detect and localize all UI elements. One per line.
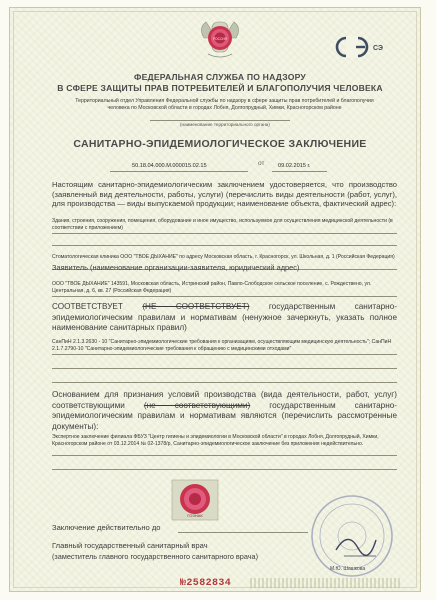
agency-line-1: ФЕДЕРАЛЬНАЯ СЛУЖБА ПО НАДЗОРУ	[134, 72, 306, 82]
issuer-line-1: Территориальный отдел Управления Федеральной службы по надзору в сфере защиты прав потребителей и благополучия	[75, 98, 374, 104]
applicant-object: Стоматологическая клиника ООО "ТВОЕ ДЫХАНИЕ" по адресу Московская область, г. Красногорск, ул. Школьная, д. 1 (Российская Федерация)	[52, 254, 395, 260]
applicant-address: ООО "ТВОЕ ДЫХАНИЕ" 143591, Московская область, Истринский район, Павло-Слободское сельское поселение, с. Рождествено, ул. Центральная, д. 6, кв. 27 (Российская Федерация)	[52, 281, 372, 294]
signature-name: М.Ю. Шашкова	[330, 566, 366, 572]
hologram-stamp-icon	[170, 478, 220, 522]
issuer-caption: (наименование территориального органа)	[180, 122, 270, 127]
conformity-instruction: (ненужное зачеркнуть, указать полное наименование санитарных правил)	[52, 312, 397, 332]
validity-label: Заключение действительно до	[52, 523, 161, 532]
stamp-text: ГОЗНАК	[187, 513, 203, 518]
issuer-name	[52, 98, 397, 112]
conformity-statement	[52, 302, 397, 334]
validity-underline	[178, 532, 308, 533]
issue-date: 09.02.2015 г.	[278, 163, 311, 169]
date-label: от	[258, 160, 265, 167]
emblem-seal-text: РОССИЯ	[213, 37, 227, 41]
basis-text-2: государственным санитарно-эпидемиологическим правилам и нормативам являются (перечислить рассмотренные документы):	[52, 400, 397, 431]
se-logo-icon	[334, 36, 392, 58]
conformity-rules-text: государственным санитарно-эпидемиологическим правилам и нормативам	[52, 302, 397, 322]
serial-number: №2582834	[180, 578, 232, 589]
basis-statement	[52, 390, 397, 432]
agency-line-2: В СФЕРЕ ЗАЩИТЫ ПРАВ ПОТРЕБИТЕЛЕЙ И БЛАГОПОЛУЧИЯ ЧЕЛОВЕКА	[57, 83, 383, 93]
basis-struck-text: (не соответствующими)	[143, 400, 251, 410]
number-underline	[110, 171, 248, 172]
intro-paragraph: Настоящим санитарно-эпидемиологическим заключением удостоверяется, что производство (заявленный вид деятельности, работы, услуги) (перечислить виды деятельности (работ, услуг), для производства — виды выпускаемой продукции; наименование объекта, фактический адрес):	[52, 180, 397, 208]
issuer-underline	[150, 120, 290, 121]
registration-number: 50.18.04.000.М.000015.02.15	[132, 163, 207, 169]
agency-name	[40, 72, 400, 94]
brand-logo-text: СЭ	[373, 45, 383, 52]
applicant-label: Заявитель (наименование организации-заявителя, юридический адрес)	[52, 263, 300, 272]
date-underline	[272, 171, 327, 172]
expert-conclusion: Экспертное заключение филиала ФБУЗ "Центр гигиены и эпидемиологии в Московской области" в городах Лобня, Долгопрудный, Химки, Красногорском районе от 03.12.2014 № 02-1378/р, Санитарно-эпидемиологическое заключение без приложения недействительно.	[52, 434, 379, 447]
sanpin-references: СанПиН 2.1.3.2630 - 10 "Санитарно-эпидемиологические требования к организациям, осуществляющим медицинскую деятельность"; СанПиН 2.1.7.2790-10 "Санитарно-эпидемиологические требования к обращению с медицинскими отходами"	[52, 339, 392, 352]
not-conforms-text: (НЕ СООТВЕТСТВУЕТ)	[142, 302, 250, 311]
basis-text: Основанием для признания условий производства (вида деятельности, работ, услуг) соответствующими	[52, 390, 397, 410]
coat-of-arms-emblem	[194, 18, 246, 62]
object-description: Здания, строения, сооружения, помещения, оборудование и иное имущество, используемое для осуществления медицинской деятельности (в соответствии с приложением)	[52, 218, 393, 231]
bottom-ornament	[250, 578, 400, 588]
signer-deputy-title: (заместитель главного государственного санитарного врача)	[52, 552, 259, 561]
conforms-text: СООТВЕТСТВУЕТ	[52, 302, 123, 311]
document-title: САНИТАРНО-ЭПИДЕМИОЛОГИЧЕСКОЕ ЗАКЛЮЧЕНИЕ	[73, 138, 367, 150]
signer-title: Главный государственный санитарный врач	[52, 541, 208, 550]
issuer-line-2: человека по Московской области в городах Лобня, Долгопрудный, Химки, Красногорском районе	[107, 105, 342, 111]
